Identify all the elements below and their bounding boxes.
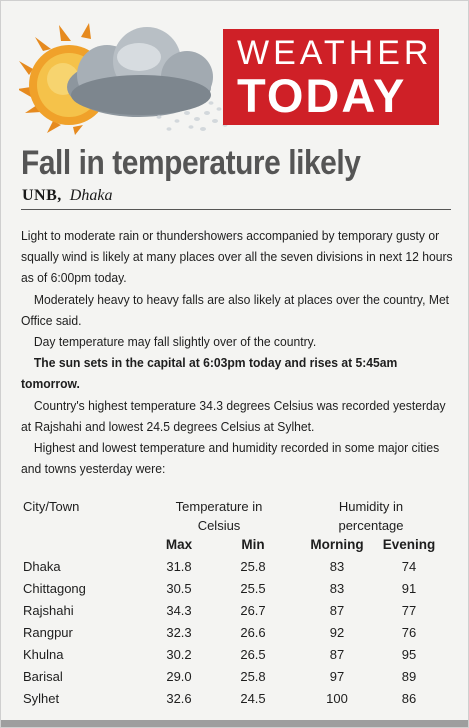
cell-morning: 83 xyxy=(329,581,345,596)
weather-today-banner xyxy=(223,29,439,125)
cell-max: 32.6 xyxy=(166,691,192,706)
subheader-morning: Morning xyxy=(310,537,364,552)
header-temperature-line2: Celsius xyxy=(197,518,241,533)
cell-evening: 76 xyxy=(401,625,417,640)
cell-evening: 91 xyxy=(401,581,417,596)
byline-city: Dhaka xyxy=(69,187,113,204)
cell-evening: 86 xyxy=(401,691,417,706)
cell-city: Khulna xyxy=(23,647,64,662)
cell-city: Sylhet xyxy=(23,691,60,706)
article-paragraph: Country's highest temperature 34.3 degrees Celsius was recorded yesterday at Rajshahi and lowest 24.5 degrees Celsius at Sylhet. xyxy=(21,397,446,434)
article-paragraph: Highest and lowest temperature and humidity recorded in some major cities and towns yesterday were: xyxy=(21,440,440,477)
cell-min: 26.6 xyxy=(240,625,266,640)
byline xyxy=(22,187,112,205)
cell-max: 31.8 xyxy=(166,559,192,574)
article-body xyxy=(21,225,453,479)
banner-weather-label: WEATHER xyxy=(237,34,433,72)
cell-morning: 92 xyxy=(329,625,345,640)
cell-city: Dhaka xyxy=(23,559,61,574)
table-row xyxy=(21,625,453,647)
cell-min: 26.7 xyxy=(240,603,266,618)
cell-morning: 87 xyxy=(329,647,345,662)
cell-morning: 100 xyxy=(326,691,348,706)
table-row xyxy=(21,691,453,713)
article-paragraph: Day temperature may fall slightly over of the country. xyxy=(33,334,317,350)
cell-morning: 97 xyxy=(329,669,345,684)
cell-max: 30.5 xyxy=(166,581,192,596)
cell-min: 25.8 xyxy=(240,559,266,574)
header-temperature-line1: Temperature in xyxy=(175,499,263,514)
subheader-max: Max xyxy=(165,537,193,552)
sun-cloud-rain-icon xyxy=(19,17,231,135)
weather-table xyxy=(21,497,453,713)
cell-city: Rangpur xyxy=(23,625,73,640)
subheader-min: Min xyxy=(241,537,265,552)
table-row xyxy=(21,647,453,669)
table-row xyxy=(21,581,453,603)
table-body xyxy=(21,559,453,713)
cell-min: 24.5 xyxy=(240,691,266,706)
cell-evening: 95 xyxy=(401,647,417,662)
cell-max: 29.0 xyxy=(166,669,192,684)
bottom-border-bar xyxy=(1,720,468,727)
table-row xyxy=(21,669,453,691)
cell-evening: 89 xyxy=(401,669,417,684)
header-city: City/Town xyxy=(23,499,80,514)
byline-agency: UNB, xyxy=(22,187,62,204)
table-subheader-row xyxy=(21,537,453,559)
weather-masthead xyxy=(1,1,469,141)
article-paragraph: Moderately heavy to heavy falls are also likely at places over the country, Met Office said. xyxy=(21,291,450,328)
cell-morning: 83 xyxy=(329,559,345,574)
header-humidity-line1: Humidity in xyxy=(338,499,404,514)
cell-max: 32.3 xyxy=(166,625,192,640)
table-row xyxy=(21,603,453,625)
cell-max: 30.2 xyxy=(166,647,192,662)
cell-city: Barisal xyxy=(23,669,63,684)
cell-min: 25.8 xyxy=(240,669,266,684)
cell-evening: 74 xyxy=(401,559,417,574)
article-paragraph-sun-times: The sun sets in the capital at 6:03pm today and rises at 5:45am tomorrow. xyxy=(21,355,398,392)
table-row xyxy=(21,559,453,581)
subheader-evening: Evening xyxy=(382,537,436,552)
table-header-row xyxy=(21,497,453,537)
cell-min: 25.5 xyxy=(240,581,266,596)
article-paragraph: Light to moderate rain or thundershowers accompanied by temporary gusty or squally wind is likely at many places over all the seven divisions in next 12 hours as of 6:00pm today. xyxy=(21,228,453,286)
byline-divider xyxy=(21,209,451,210)
header-temperature xyxy=(159,497,279,535)
header-humidity xyxy=(305,497,437,535)
cell-min: 26.5 xyxy=(240,647,266,662)
cell-city: Rajshahi xyxy=(23,603,74,618)
cell-max: 34.3 xyxy=(166,603,192,618)
article-headline: Fall in temperature likely xyxy=(21,144,361,182)
cell-city: Chittagong xyxy=(23,581,86,596)
banner-today-label: TODAY xyxy=(237,69,407,122)
cell-evening: 77 xyxy=(401,603,417,618)
header-humidity-line2: percentage xyxy=(338,518,404,533)
cell-morning: 87 xyxy=(329,603,345,618)
